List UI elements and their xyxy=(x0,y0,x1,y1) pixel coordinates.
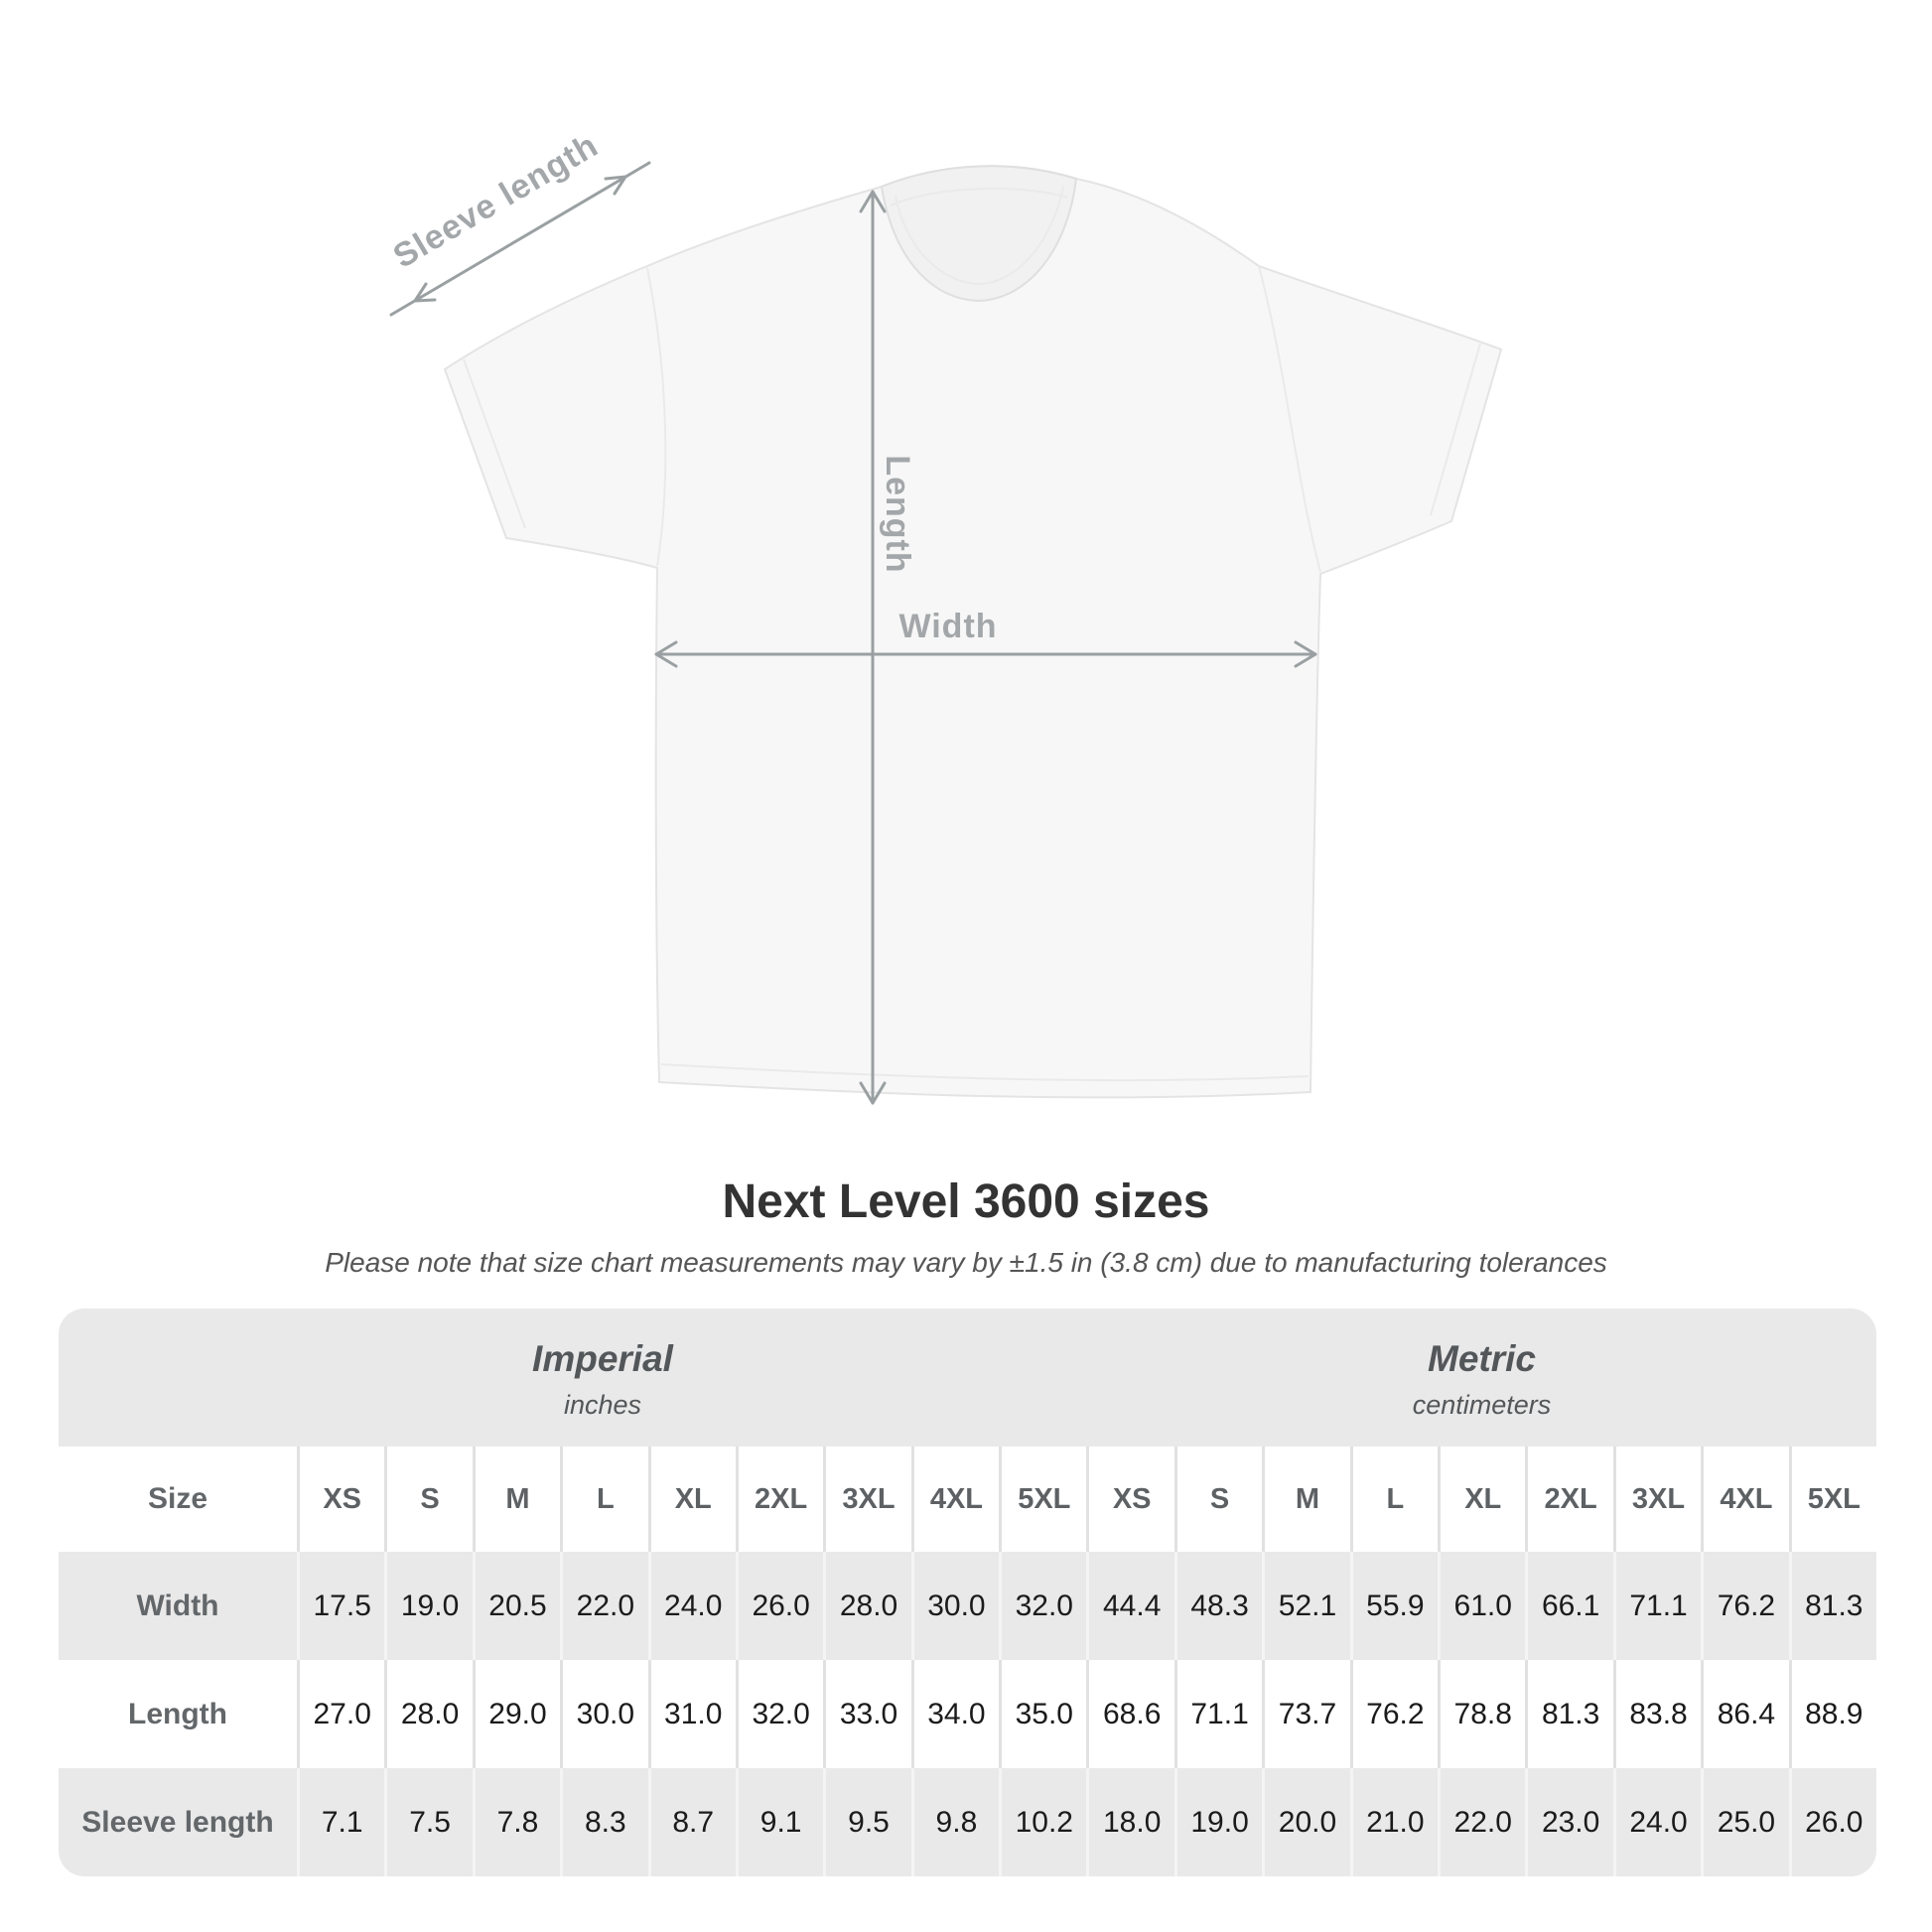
value-cell: 22.0 xyxy=(560,1552,647,1660)
unit-group-header xyxy=(59,1309,1876,1447)
size-col-header: S xyxy=(384,1447,472,1552)
value-cell: 19.0 xyxy=(384,1552,472,1660)
table-row xyxy=(59,1768,1876,1876)
imperial-group-name: Imperial xyxy=(532,1338,673,1379)
value-cell: 52.1 xyxy=(1262,1552,1349,1660)
value-cell: 44.4 xyxy=(1086,1552,1173,1660)
value-cell: 76.2 xyxy=(1701,1552,1788,1660)
value-cell: 28.0 xyxy=(823,1552,910,1660)
value-cell: 22.0 xyxy=(1438,1768,1525,1876)
value-cell: 20.0 xyxy=(1262,1768,1349,1876)
value-cell: 73.7 xyxy=(1262,1660,1349,1768)
value-cell: 7.8 xyxy=(473,1768,560,1876)
size-col-header: XL xyxy=(648,1447,736,1552)
size-col-header: 3XL xyxy=(1613,1447,1701,1552)
value-cell: 81.3 xyxy=(1525,1660,1612,1768)
value-cell: 30.0 xyxy=(560,1660,647,1768)
imperial-group-unit: inches xyxy=(563,1390,642,1420)
value-cell: 34.0 xyxy=(911,1660,999,1768)
row-label: Length xyxy=(128,1697,227,1730)
value-cell: 78.8 xyxy=(1438,1660,1525,1768)
sleeve-length-label: Sleeve length xyxy=(386,126,606,276)
value-cell: 71.1 xyxy=(1174,1660,1262,1768)
size-col-header: L xyxy=(1350,1447,1438,1552)
value-cell: 48.3 xyxy=(1174,1552,1262,1660)
size-header-row xyxy=(59,1447,1876,1552)
value-cell: 17.5 xyxy=(297,1552,384,1660)
size-col-header: 4XL xyxy=(1701,1447,1788,1552)
size-col-header: 5XL xyxy=(999,1447,1086,1552)
size-col-header: 4XL xyxy=(911,1447,999,1552)
size-col-header: 2XL xyxy=(1525,1447,1612,1552)
value-cell: 31.0 xyxy=(648,1660,736,1768)
value-cell: 32.0 xyxy=(999,1552,1086,1660)
value-cell: 30.0 xyxy=(911,1552,999,1660)
metric-group-name: Metric xyxy=(1428,1338,1536,1379)
value-cell: 7.1 xyxy=(297,1768,384,1876)
value-cell: 27.0 xyxy=(297,1660,384,1768)
size-col-header: 2XL xyxy=(736,1447,823,1552)
size-col-header: XL xyxy=(1438,1447,1525,1552)
length-label: Length xyxy=(879,455,916,574)
size-col-header: 3XL xyxy=(823,1447,910,1552)
table-row xyxy=(59,1552,1876,1660)
row-label: Sleeve length xyxy=(81,1805,274,1839)
size-chart-table xyxy=(59,1309,1876,1876)
value-cell: 19.0 xyxy=(1174,1768,1262,1876)
value-cell: 21.0 xyxy=(1350,1768,1438,1876)
metric-group-header xyxy=(1087,1309,1876,1447)
table-rows xyxy=(59,1447,1876,1876)
value-cell: 86.4 xyxy=(1701,1660,1788,1768)
value-cell: 33.0 xyxy=(823,1660,910,1768)
value-cell: 66.1 xyxy=(1525,1552,1612,1660)
value-cell: 9.1 xyxy=(736,1768,823,1876)
page-title: Next Level 3600 sizes xyxy=(722,1175,1210,1228)
value-cell: 61.0 xyxy=(1438,1552,1525,1660)
value-cell: 24.0 xyxy=(1613,1768,1701,1876)
value-cell: 8.7 xyxy=(648,1768,736,1876)
value-cell: 83.8 xyxy=(1613,1660,1701,1768)
value-cell: 25.0 xyxy=(1701,1768,1788,1876)
value-cell: 28.0 xyxy=(384,1660,472,1768)
value-cell: 55.9 xyxy=(1350,1552,1438,1660)
value-cell: 32.0 xyxy=(736,1660,823,1768)
value-cell: 10.2 xyxy=(999,1768,1086,1876)
value-cell: 9.5 xyxy=(823,1768,910,1876)
width-label: Width xyxy=(898,608,998,645)
size-col-header: S xyxy=(1174,1447,1262,1552)
value-cell: 81.3 xyxy=(1789,1552,1876,1660)
value-cell: 71.1 xyxy=(1613,1552,1701,1660)
value-cell: 26.0 xyxy=(1789,1768,1876,1876)
value-cell: 8.3 xyxy=(560,1768,647,1876)
size-col-header: M xyxy=(473,1447,560,1552)
page-subtitle: Please note that size chart measurements may vary by ±1.5 in (3.8 cm) due to manufacturing tolerances xyxy=(325,1247,1607,1278)
size-col-header: 5XL xyxy=(1789,1447,1876,1552)
size-col-header: XS xyxy=(1086,1447,1173,1552)
metric-group-unit: centimeters xyxy=(1412,1390,1552,1420)
value-cell: 88.9 xyxy=(1789,1660,1876,1768)
table-row xyxy=(59,1660,1876,1768)
size-col-header: XS xyxy=(297,1447,384,1552)
imperial-group-header xyxy=(59,1309,1087,1447)
row-label: Width xyxy=(136,1588,219,1622)
value-cell: 18.0 xyxy=(1086,1768,1173,1876)
value-cell: 7.5 xyxy=(384,1768,472,1876)
value-cell: 68.6 xyxy=(1086,1660,1173,1768)
value-cell: 35.0 xyxy=(999,1660,1086,1768)
value-cell: 26.0 xyxy=(736,1552,823,1660)
size-row-label: Size xyxy=(147,1482,208,1515)
value-cell: 23.0 xyxy=(1525,1768,1612,1876)
value-cell: 20.5 xyxy=(473,1552,560,1660)
size-col-header: M xyxy=(1262,1447,1349,1552)
value-cell: 29.0 xyxy=(473,1660,560,1768)
value-cell: 76.2 xyxy=(1350,1660,1438,1768)
value-cell: 24.0 xyxy=(648,1552,736,1660)
value-cell: 9.8 xyxy=(911,1768,999,1876)
size-col-header: L xyxy=(560,1447,647,1552)
